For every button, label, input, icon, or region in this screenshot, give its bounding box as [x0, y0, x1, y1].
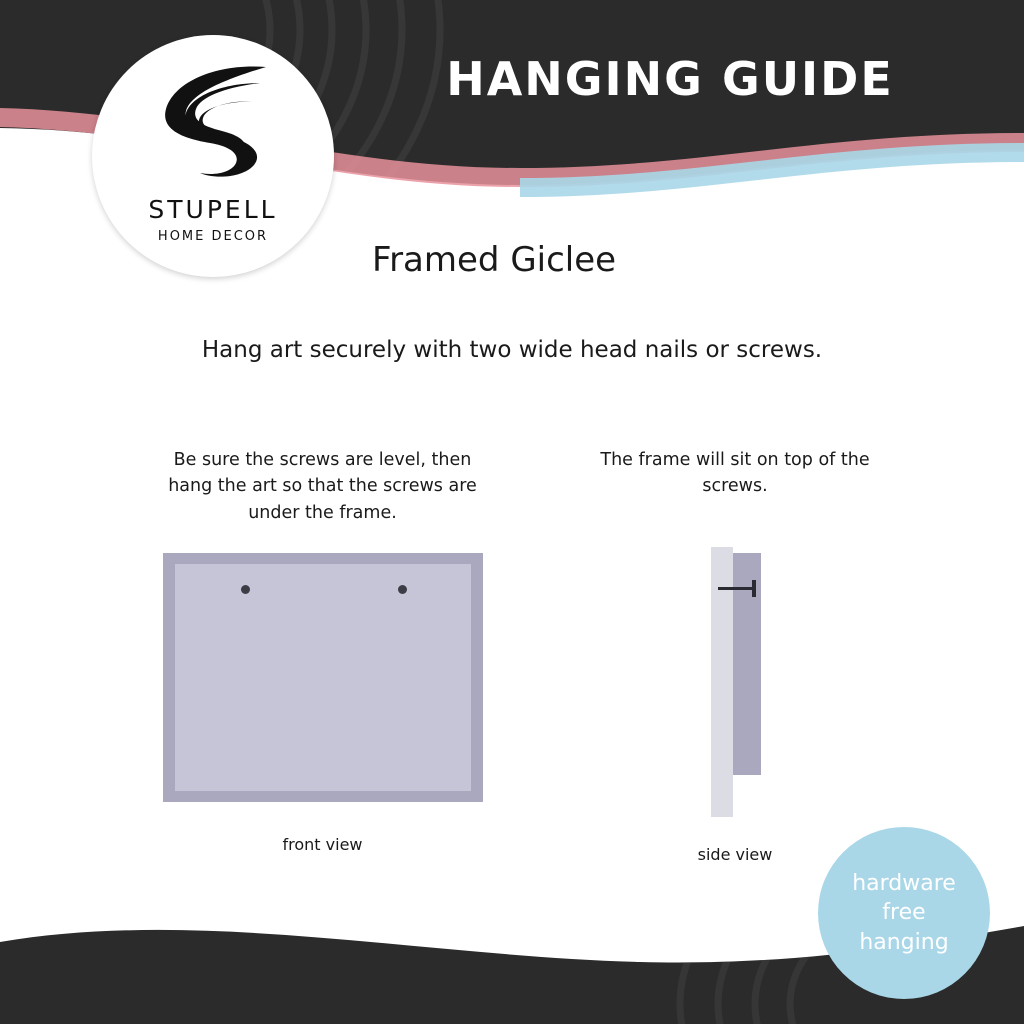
- logo-badge: [92, 35, 334, 277]
- front-view-art-panel: [175, 564, 471, 791]
- badge-line-3: hanging: [859, 929, 949, 955]
- side-view-caption: The frame will sit on top of the screws.: [600, 450, 870, 497]
- front-view-frame: [163, 553, 483, 802]
- badge-line-2: free: [882, 900, 926, 926]
- front-view-caption: Be sure the screws are level, then hang the art so that the screws are under the frame.: [168, 450, 477, 523]
- screw-dot-left-icon: [241, 585, 250, 594]
- logo-name: STUPELL: [148, 195, 278, 224]
- badge-line-1: hardware: [852, 871, 956, 897]
- page-title: HANGING GUIDE: [446, 52, 894, 106]
- side-view-screw-head-icon: [752, 580, 756, 597]
- side-view-label: side view: [697, 845, 773, 864]
- screw-dot-right-icon: [398, 585, 407, 594]
- hardware-free-hanging-badge: [818, 827, 990, 999]
- front-view-label: front view: [282, 835, 363, 854]
- side-view-screw-icon: [718, 587, 756, 590]
- stupell-swirl-logo-icon: [148, 57, 278, 182]
- logo-subtitle: HOME DECOR: [157, 229, 269, 244]
- product-type-label: Framed Giclee: [372, 240, 617, 280]
- instruction-text: Hang art securely with two wide head nails or screws.: [201, 337, 823, 363]
